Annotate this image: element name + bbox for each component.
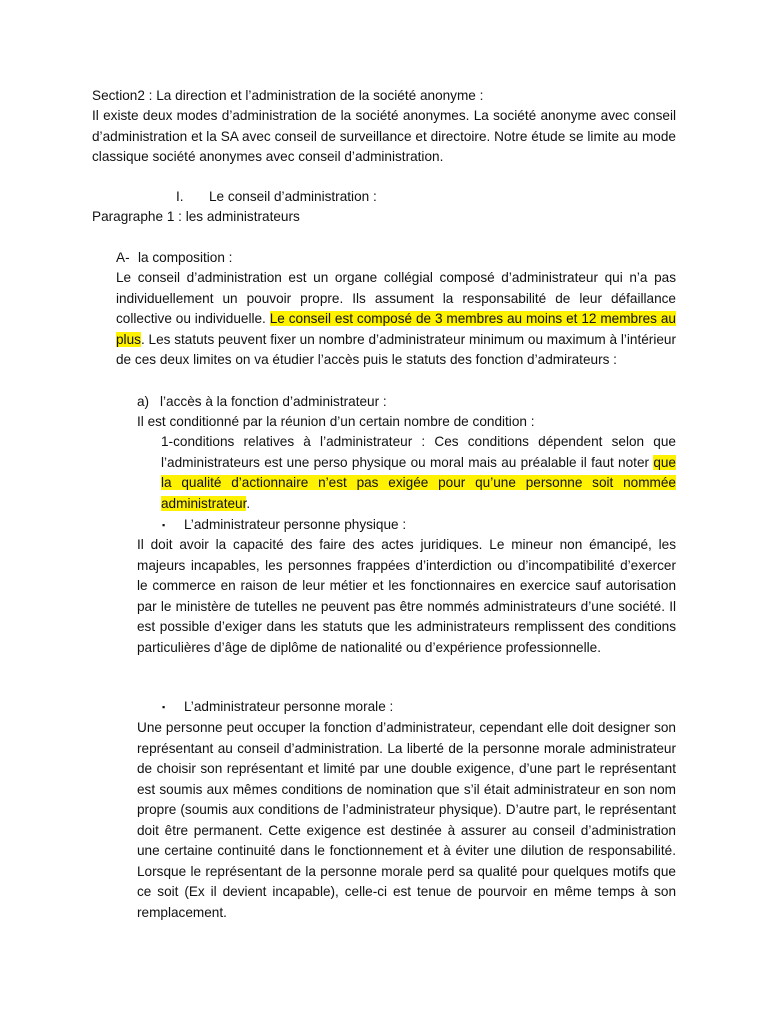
- item-a-title: l’accès à la fonction d’administrateur :: [160, 394, 387, 409]
- conditions-text-highlight: que la qualité d’actionnaire n’est pas exigée pour qu’une personne soit nommée administrateur: [161, 454, 676, 511]
- bullet-physique-title: L’administrateur personne physique :: [184, 517, 407, 532]
- item-a-label: a): [137, 394, 150, 409]
- bullet-morale-heading: [0, 697, 768, 718]
- subsection-a-title: la composition :: [138, 250, 233, 265]
- section-intro: Il existe deux modes d’administration de la société anonymes. La société anonyme avec conseil d’administration et la SA avec conseil de surveillance et directoire. Notre étude se limite au mode classique société anonymes avec conseil d’administration.: [92, 108, 676, 164]
- conditions-text: [161, 432, 676, 514]
- subsection-a-heading: [0, 248, 768, 269]
- paragraph-1-title: Paragraphe 1 : les administrateurs: [92, 209, 300, 224]
- bullet-physique-text: Il doit avoir la capacité des faire des actes juridiques. Le mineur non émancipé, les majeurs incapables, les personnes frappées d’interdiction ou d’incompatibilité d’exercer le commerce en raison de leur métier et les fonctionnaires en exercice sauf autorisation par le ministère de tutelles ne peuvent pas être nommés administrateurs d’une société. Il est possible d’exiger dans les statuts que les administrateurs remplissent des conditions particulières d’âge de diplôme de nationalité ou d’expérience professionnelle.: [137, 537, 676, 655]
- bullet-physique-marker: ▪: [162, 520, 166, 530]
- bullet-morale-title: L’administrateur personne morale :: [184, 699, 394, 714]
- subsection-a-text-highlight: Le conseil est composé de 3 membres au moins et 12 membres au plus: [116, 311, 676, 347]
- subsection-a-text: [116, 268, 676, 371]
- item-a-line: Il est conditionné par la réunion d’un certain nombre de condition :: [137, 414, 535, 429]
- conditions-text-after: .: [246, 495, 251, 511]
- heading-i: [0, 187, 768, 208]
- conditions-text-before: 1-conditions relatives à l’administrateur : Ces conditions dépendent selon que l’administrateurs est une perso physique ou moral mais au préalable il faut noter: [161, 434, 676, 470]
- subsection-a-text-before: Le conseil d’administration est un organe collégial composé d’administrateur qui n’a pas individuellement un pouvoir propre. Ils assument la responsabilité de leur défaillance collective ou individuelle.: [116, 270, 676, 326]
- heading-i-numeral: I.: [176, 189, 184, 204]
- bullet-physique-heading: [0, 515, 768, 536]
- item-a-heading: [0, 392, 768, 413]
- heading-i-title: Le conseil d’administration :: [209, 189, 377, 204]
- subsection-a-text-after: . Les statuts peuvent fixer un nombre d’administrateur minimum ou maximum à l’intérieur de ces deux limites on va étudier l’accès puis le statuts des fonction d’admirateurs :: [116, 331, 676, 367]
- subsection-a-label: A-: [116, 250, 130, 265]
- bullet-morale-marker: ▪: [162, 702, 166, 712]
- bullet-morale-text: Une personne peut occuper la fonction d’administrateur, cependant elle doit designer son représentant au conseil d’administration. La liberté de la personne morale administrateur de choisir son représentant et limité par une double exigence, d’une part le représentant est soumis aux mêmes conditions de nomination que s’il était administrateur en son nom propre (soumis aux conditions de l’administrateur physique). D’autre part, le représentant doit être permanent. Cette exigence est destinée à assurer au conseil d’administration une certaine continuité dans le fonctionnement et à éviter une dilution de responsabilité. Lorsque le représentant de la personne morale perd sa qualité pour quelques motifs que ce soit (Ex il devient incapable), celle-ci est tenue de pourvoir en même temps à son remplacement.: [137, 720, 676, 920]
- section-title: Section2 : La direction et l’administration de la société anonyme :: [92, 88, 484, 103]
